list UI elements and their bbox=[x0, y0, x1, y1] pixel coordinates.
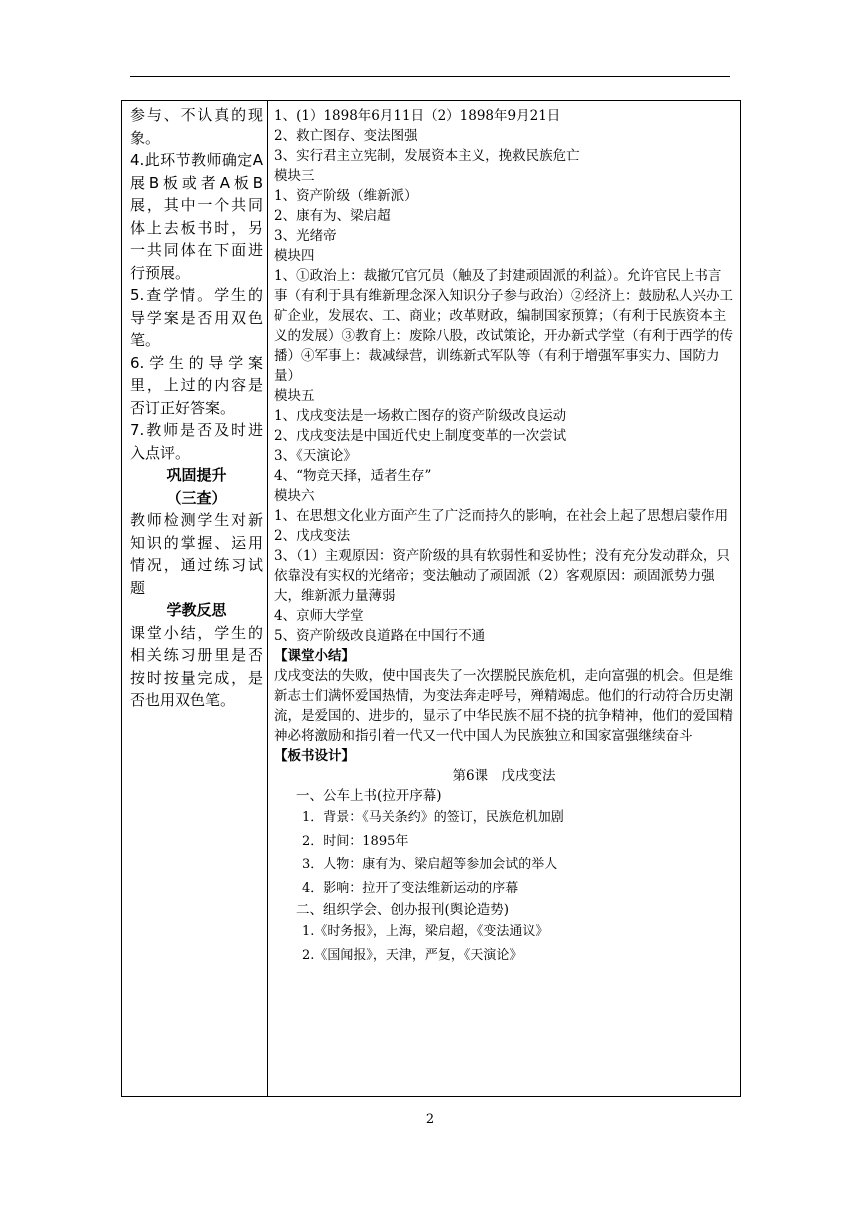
answer-line: 1、①政治上：裁撤冗官冗员（触及了封建顽固派的利益）。允许官民上书言事（有利于具有维新理念深入知识分子参与政治）②经济上：鼓励私人兴办工矿企业，发展农、工、商业；改革财政，编制国家预算；（有利于民族资本主义的发展）③教育上：废除八股，改试策论，开办新式学堂（有利于西学的传播）④军事上：裁减绿营，训练新式军队等（有利于增强军事实力、国防力量） bbox=[274, 268, 733, 384]
board-item: 3．人物：康有为、梁启超等参加会试的举人 bbox=[302, 857, 558, 872]
board-item: 4．影响：拉开了变法维新运动的序幕 bbox=[302, 880, 519, 896]
board-title: 第6课 戊戌变法 bbox=[452, 768, 556, 784]
left-paragraph: 6.学生的导学案里，上过的内容是否订正好答案。 bbox=[130, 353, 263, 417]
answer-line: 2、救亡图存、变法图强 bbox=[274, 128, 418, 144]
answer-line: 2、戊戌变法是中国近代史上制度变革的一次尝试 bbox=[274, 428, 567, 444]
board-section: 一、公车上书(拉开序幕) bbox=[296, 788, 442, 804]
module-heading: 模块三 bbox=[274, 168, 315, 184]
answer-line: 1、戊戌变法是一场救亡图存的资产阶级改良运动 bbox=[274, 408, 567, 424]
answer-line: 2、戊戌变法 bbox=[274, 528, 351, 544]
header-rule bbox=[130, 76, 730, 77]
module-heading: 模块五 bbox=[274, 388, 315, 404]
board-item: 1．背景：《马关条约》的签订，民族危机加剧 bbox=[302, 810, 564, 825]
answer-line: 3、（1）主观原因：资产阶级的具有软弱性和妥协性；没有充分发动群众，只依靠没有实权的光绪帝；变法触动了顽固派（2）客观原因：顽固派势力强大，维新派力量薄弱 bbox=[274, 548, 730, 604]
answer-line: 4、“物竞天择，适者生存” bbox=[274, 468, 432, 484]
answer-line: 5、资产阶级改良道路在中国行不通 bbox=[274, 628, 486, 644]
answer-line: 3、实行君主立宪制，发展资本主义，挽救民族危亡 bbox=[274, 148, 580, 164]
board-design-heading: 【板书设计】 bbox=[274, 748, 355, 764]
board-item: 1.《时务报》，上海，梁启超，《变法通议》 bbox=[302, 924, 549, 939]
page-number: 2 bbox=[425, 1112, 435, 1127]
answer-line: 1、在思想文化业方面产生了广泛而持久的影响，在社会上起了思想启蒙作用 bbox=[274, 508, 729, 524]
board-item: 2.《国闻报》，天津，严复，《天演论》 bbox=[302, 947, 523, 963]
answer-line: 4、京师大学堂 bbox=[274, 608, 364, 624]
teacher-activity-column bbox=[122, 101, 268, 1097]
consolidate-text: 教师检测学生对新知识的掌握、运用情况，通过练习试题 bbox=[130, 511, 263, 597]
left-paragraph: 4.此环节教师确定A展B板或者A板B展，其中一个共同体上去板书时，另一共同体在下面进行预展。 bbox=[130, 151, 263, 282]
board-section: 二、组织学会、创办报刊(舆论造势) bbox=[296, 902, 510, 918]
board-item: 2．时间：1895年 bbox=[302, 833, 409, 849]
left-paragraph: 参与、不认真的现象。 bbox=[130, 106, 263, 147]
answer-line: 3、《天演论》 bbox=[274, 448, 357, 464]
answer-line: 1、(1）1898年6月11日（2）1898年9月21日 bbox=[274, 108, 561, 124]
left-paragraph: 7.教师是否及时进入点评。 bbox=[130, 421, 263, 462]
reflection-heading: 学教反思 bbox=[166, 601, 227, 619]
module-heading: 模块六 bbox=[274, 488, 315, 504]
consolidate-subheading: （三查） bbox=[166, 488, 227, 507]
answer-line: 1、资产阶级（维新派） bbox=[274, 188, 418, 204]
left-paragraph: 5.查学情。学生的导学案是否用双色笔。 bbox=[130, 286, 263, 349]
answer-line: 3、光绪帝 bbox=[274, 228, 337, 244]
lesson-plan-table bbox=[121, 100, 741, 1097]
consolidate-heading: 巩固提升 bbox=[166, 466, 227, 484]
summary-heading: 【课堂小结】 bbox=[274, 648, 355, 664]
answers-column bbox=[268, 101, 741, 1097]
reflection-text: 课堂小结，学生的相关练习册里是否按时按量完成，是否也用双色笔。 bbox=[130, 623, 263, 709]
summary-text: 戊戌变法的失败，使中国丧失了一次摆脱民族危机，走向富强的机会。但是维新志士们满怀爱国热情，为变法奔走呼号，殚精竭虑。他们的行动符合历史潮流，是爱国的、进步的，显示了中华民族不屈不挠的抗争精神，他们的爱国精神必将激励和指引着一代又一代中国人为民族独立和国家富强继续奋斗 bbox=[274, 668, 733, 744]
answer-line: 2、康有为、梁启超 bbox=[274, 208, 391, 224]
module-heading: 模块四 bbox=[274, 248, 315, 264]
